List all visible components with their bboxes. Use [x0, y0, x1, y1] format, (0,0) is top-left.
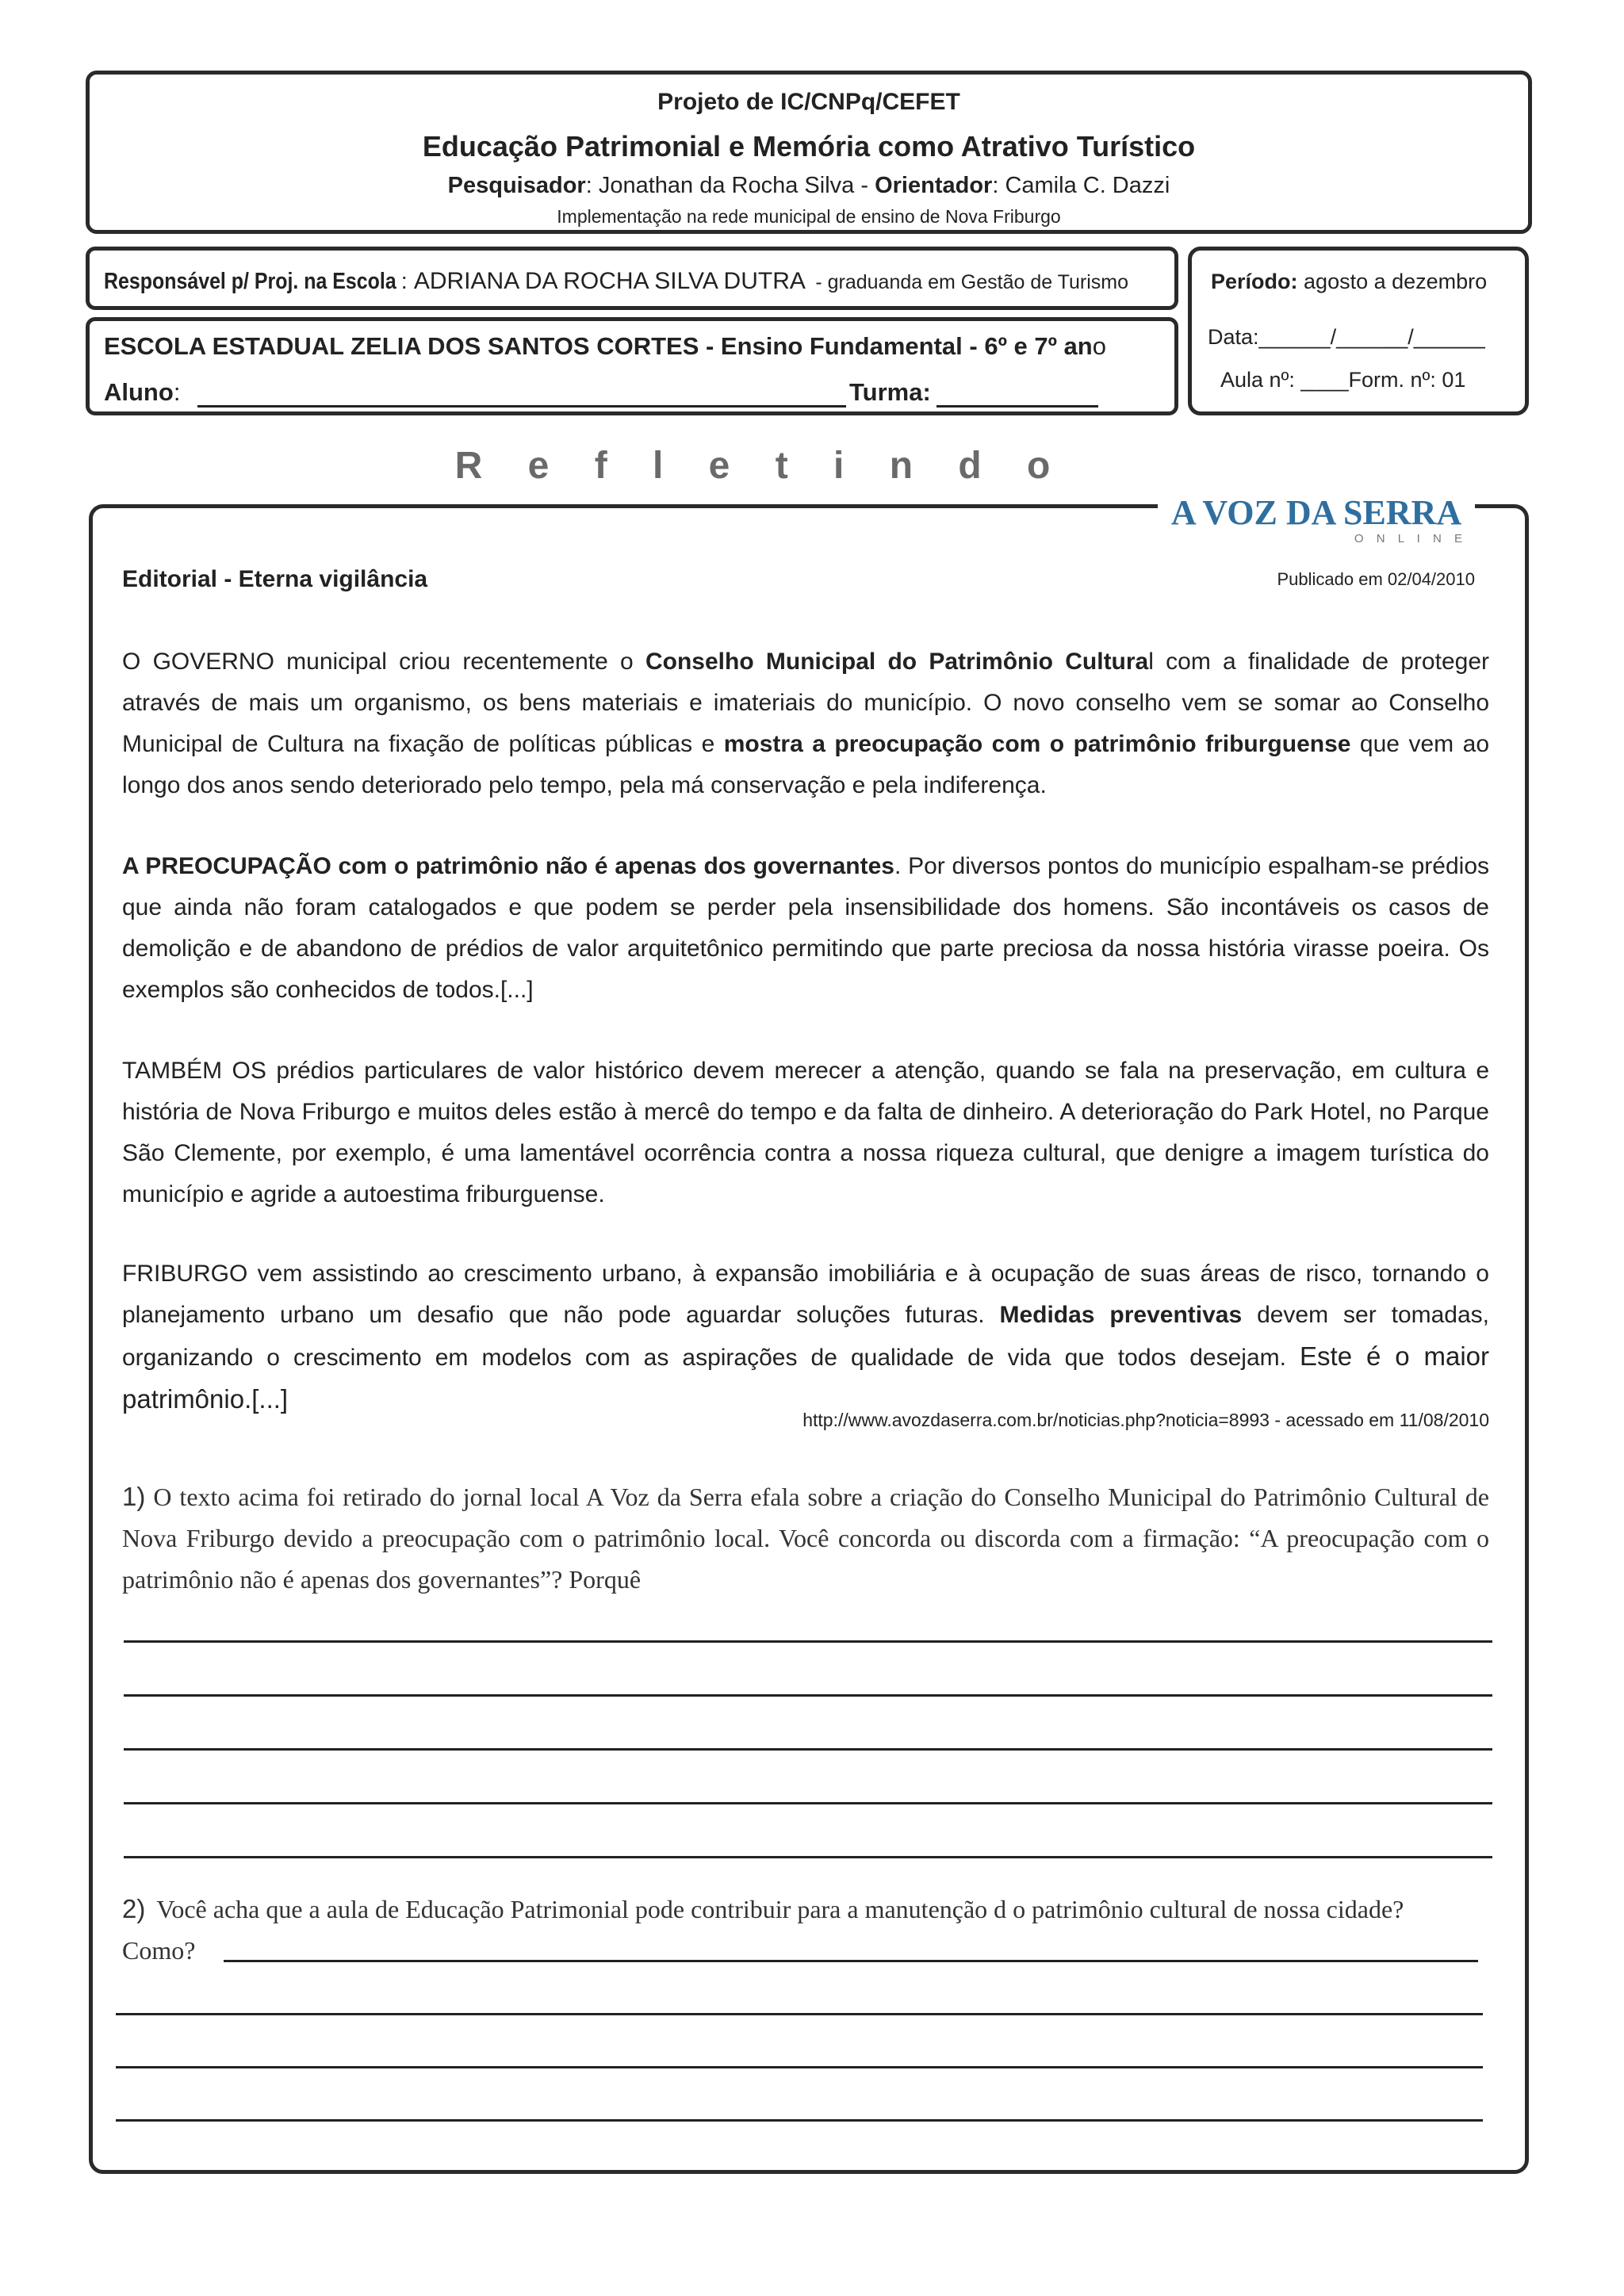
article-paragraph-4: FRIBURGO vem assistindo ao crescimento urbano, à expansão imobiliária e à ocupação de suas áreas de risco, tornando o planejamento urbano um desafio que não pode aguardar soluções futuras. Medidas preventivas devem ser tomadas, organizando o crescimento em modelos com as aspirações de qualidade de vida que todos desejam. Este é o maior patrimônio.[...]	[122, 1261, 1490, 1414]
period-box	[1188, 247, 1529, 415]
question-2-number: 2)	[122, 1894, 146, 1923]
answer-line-1[interactable]	[124, 1640, 1492, 1643]
question-1-text: O texto acima foi retirado do jornal local A Voz da Serra efala sobre a criação do Conselho Municipal do Patrimônio Cultural de Nova Friburgo devido a preocupação com o patrimônio local. Você concorda ou discorda com a firmação: “A preocupação com o patrimônio não é apenas dos governantes”? Porquê	[122, 1483, 1489, 1594]
responsible-name: ADRIANA DA ROCHA SILVA DUTRA	[413, 268, 806, 294]
section-title: R e f l e t i n d o	[454, 445, 1068, 487]
lesson-number-field[interactable]: Aula nº: ____	[1220, 368, 1349, 392]
implementation-note: Implementação na rede municipal de ensino de Nova Friburgo	[557, 206, 1061, 227]
answer-line-6[interactable]	[224, 1960, 1478, 1962]
class-field[interactable]	[936, 405, 1098, 408]
period-label: Período:	[1211, 270, 1298, 293]
responsible-line: Responsável p/ Proj. na Escola : ADRIANA DA ROCHA SILVA DUTRA - graduanda em Gestão de Turismo	[104, 268, 1128, 294]
newspaper-logo-sub: O N L I N E	[1354, 532, 1467, 545]
student-name-field[interactable]	[197, 405, 846, 408]
article-paragraph-3: TAMBÉM OS prédios particulares de valor histórico devem merecer a atenção, quando se fala na preservação, em cultura e história de Nova Friburgo e muitos deles estão à mercê do tempo e da falta de dinheiro. A deterioração do Park Hotel, no Parque São Clemente, por exemplo, é uma lamentável ocorrência contra a nossa riqueza cultural, que denigre a imagem turística do município e agride a autoestima friburguense.	[122, 1058, 1489, 1207]
period-value: agosto a dezembro	[1304, 270, 1488, 293]
answer-line-5[interactable]	[124, 1856, 1492, 1858]
question-1-number: 1)	[122, 1482, 146, 1511]
question-2-tail: Como?	[122, 1936, 196, 1965]
answer-line-8[interactable]	[116, 2066, 1483, 2068]
question-2-text: Você acha que a aula de Educação Patrimonial pode contribuir para a manutenção d o patrimônio cultural de nossa cidade?	[156, 1895, 1404, 1923]
question-1	[122, 1476, 1489, 1600]
advisor-label: Orientador	[875, 173, 993, 198]
student-label: Aluno:	[104, 378, 181, 406]
project-label: Projeto de IC/CNPq/CEFET	[657, 89, 960, 115]
credits-line: Pesquisador: Jonathan da Rocha Silva - Orientador: Camila C. Dazzi	[447, 173, 1170, 198]
responsible-box	[86, 247, 1178, 310]
header-box	[86, 71, 1532, 234]
researcher-label: Pesquisador	[447, 173, 586, 198]
newspaper-logo-text: A VOZ DA SERRA	[1170, 493, 1462, 532]
advisor-name: Camila C. Dazzi	[1005, 173, 1170, 198]
answer-line-4[interactable]	[124, 1802, 1492, 1804]
lesson-form-line	[1220, 368, 1465, 392]
project-title: Educação Patrimonial e Memória como Atrativo Turístico	[422, 130, 1196, 163]
question-2	[122, 1888, 1494, 1971]
period-line	[1211, 270, 1487, 294]
article-source: http://www.avozdaserra.com.br/noticias.php?noticia=8993 - acessado em 11/08/2010	[802, 1410, 1489, 1430]
article-paragraph-1: O GOVERNO municipal criou recentemente o Conselho Municipal do Patrimônio Cultural com a finalidade de proteger através de mais um organismo, os bens materiais e imateriais do município. O novo conselho vem se somar ao Conselho Municipal de Cultura na fixação de políticas públicas e mostra a preocupação com o patrimônio friburguense que vem ao longo dos anos sendo deteriorado pelo tempo, pela má conservação e pela indiferença.	[122, 649, 1489, 798]
responsible-label: Responsável p/ Proj. na Escola	[104, 269, 396, 294]
answer-line-7[interactable]	[116, 2013, 1483, 2015]
answer-line-9[interactable]	[116, 2119, 1483, 2122]
answer-line-3[interactable]	[124, 1748, 1492, 1751]
school-box	[86, 317, 1178, 415]
answer-line-2[interactable]	[124, 1694, 1492, 1697]
article-headline: Editorial - Eterna vigilância	[122, 566, 428, 592]
article-paragraph-2: A PREOCUPAÇÃO com o patrimônio não é apenas dos governantes. Por diversos pontos do município espalham-se prédios que ainda não foram catalogados e que podem se perder pela insensibilidade dos homens. São incontáveis os casos de demolição e de abandono de prédios de valor arquitetônico permitindo que parte preciosa da nossa história virasse poeira. Os exemplos são conhecidos de todos.[...]	[122, 853, 1489, 1003]
researcher-name: Jonathan da Rocha Silva	[598, 173, 855, 198]
school-name: ESCOLA ESTADUAL ZELIA DOS SANTOS CORTES - Ensino Fundamental - 6º e 7º ano	[104, 332, 1106, 360]
form-number: Form. nº: 01	[1348, 368, 1466, 392]
responsible-note: - graduanda em Gestão de Turismo	[815, 271, 1128, 293]
date-field[interactable]: Data:______/______/______	[1208, 325, 1485, 349]
newspaper-logo	[1158, 493, 1475, 549]
class-label: Turma:	[849, 378, 931, 406]
article-date: Publicado em 02/04/2010	[1277, 569, 1475, 589]
